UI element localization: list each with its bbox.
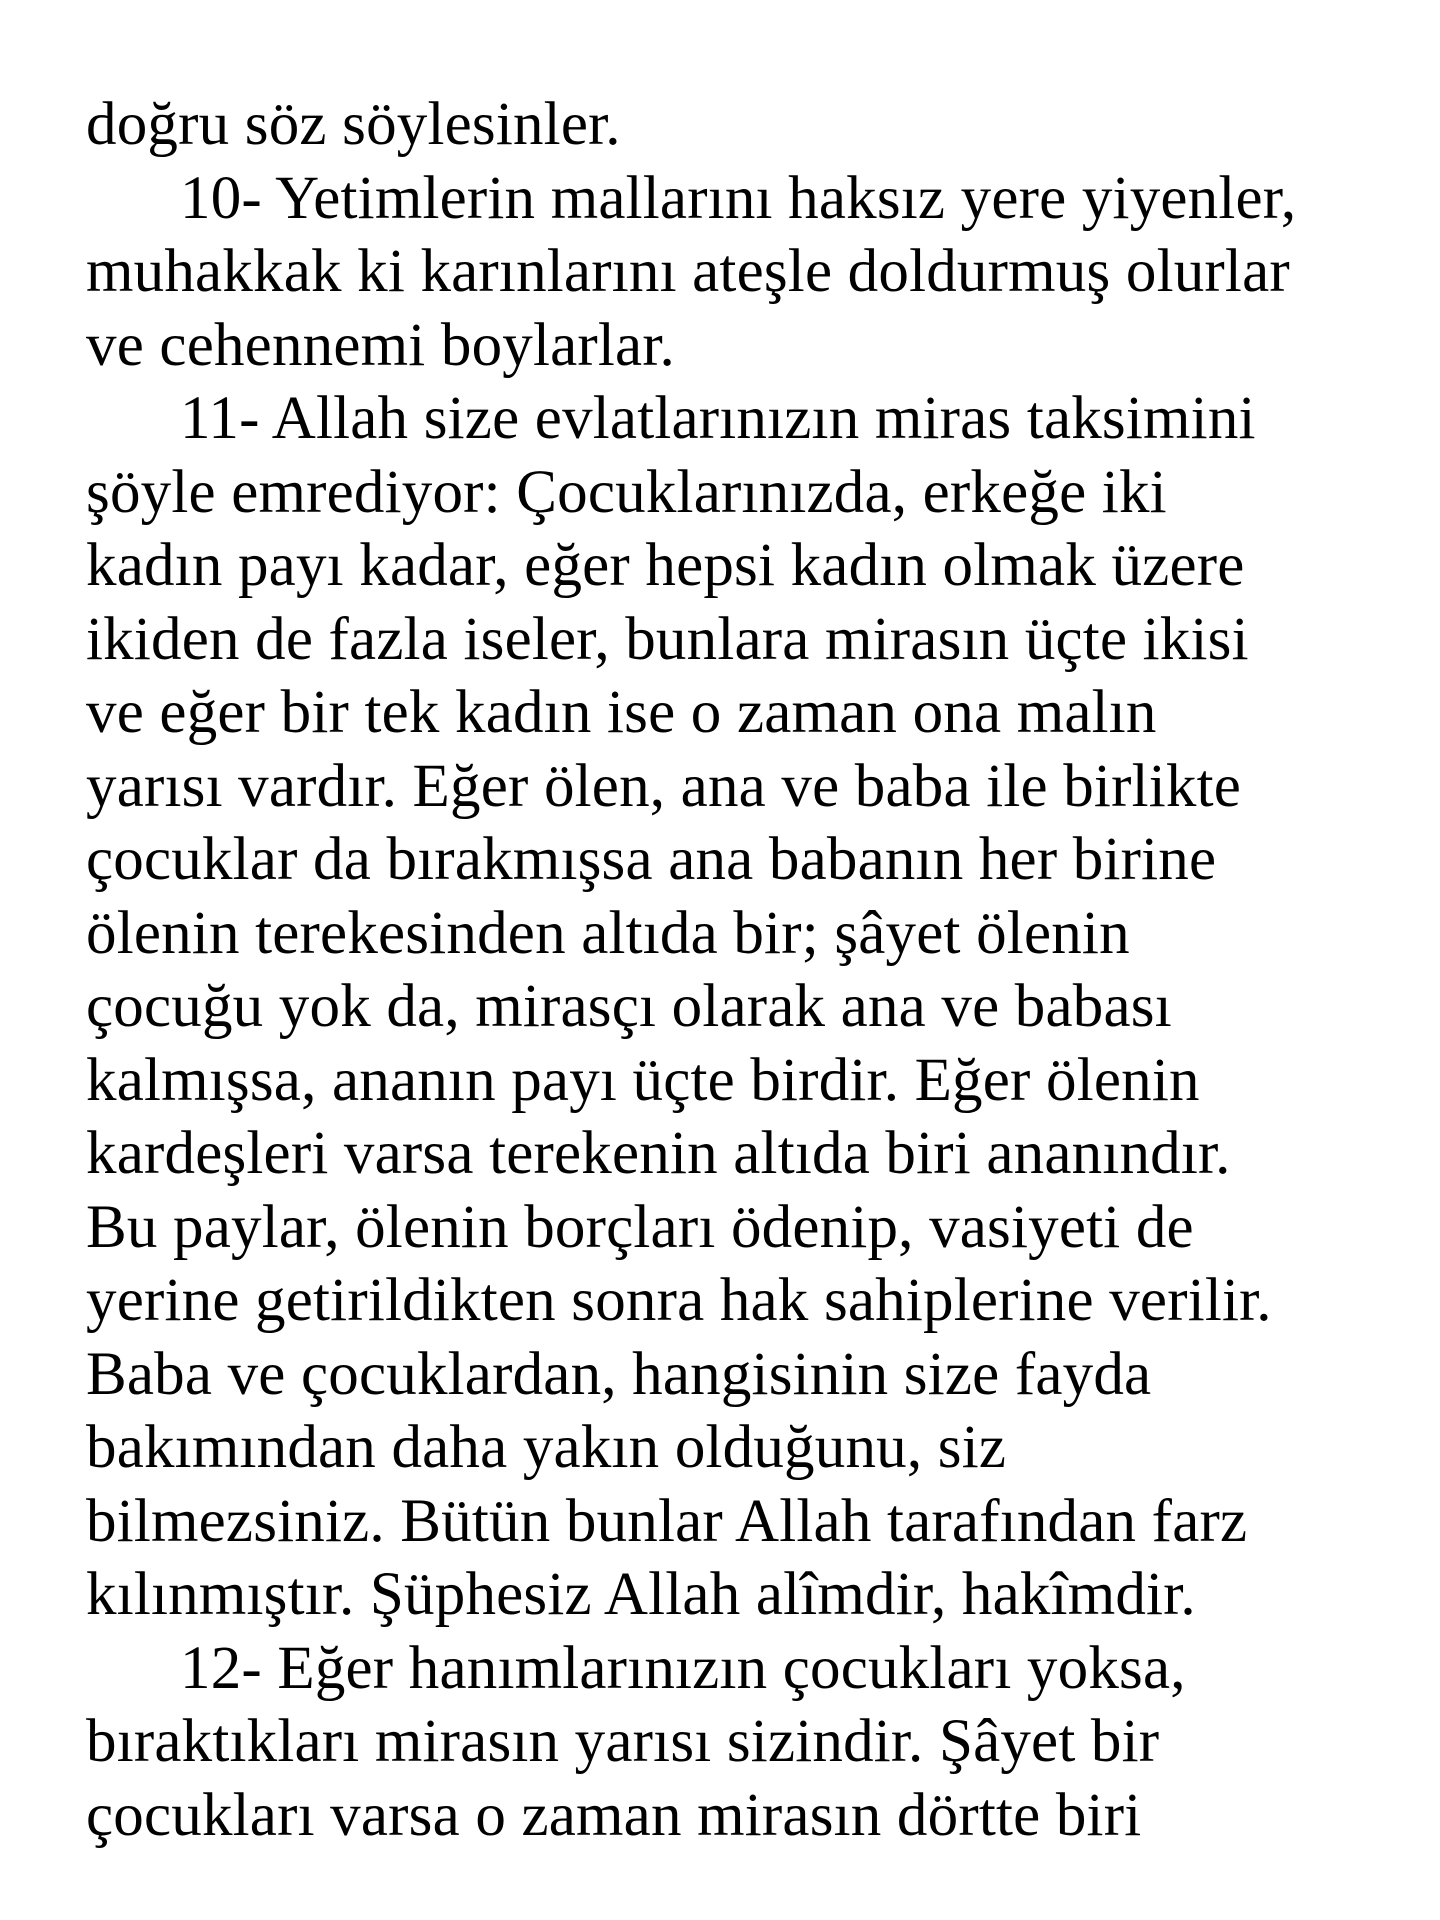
verse-first-line: 11- Allah size evlatlarınızın miras taksimini bbox=[180, 385, 1256, 452]
text-line: bakımından daha yakın olduğunu, siz bbox=[86, 1414, 1007, 1481]
text-line: çocuğu yok da, mirasçı olarak ana ve babası bbox=[86, 973, 1172, 1040]
text-line: muhakkak ki karınlarını ateşle doldurmuş olurlar bbox=[86, 238, 1290, 305]
text-line: bıraktıkları mirasın yarısı sizindir. Şâyet bir bbox=[86, 1708, 1160, 1775]
text-line: ve cehennemi boylarlar. bbox=[86, 311, 675, 379]
text-line: kadın payı kadar, eğer hepsi kadın olmak üzere bbox=[86, 532, 1245, 599]
text-line: Bu paylar, ölenin borçları ödenip, vasiyeti de bbox=[86, 1193, 1194, 1261]
text-line: yarısı vardır. Eğer ölen, ana ve baba ile birlikte bbox=[86, 752, 1242, 820]
text-line: ve eğer bir tek kadın ise o zaman ona malın bbox=[86, 679, 1157, 746]
text-line: doğru söz söylesinler. bbox=[86, 91, 621, 158]
text-line: yerine getirildikten sonra hak sahiplerine verilir. bbox=[86, 1267, 1272, 1334]
text-line: şöyle emrediyor: Çocuklarınızda, erkeğe iki bbox=[86, 458, 1167, 526]
text-line: Baba ve çocuklardan, hangisinin size fayda bbox=[86, 1340, 1152, 1408]
text-line: çocuklar da bırakmışsa ana babanın her birine bbox=[86, 826, 1217, 893]
text-line: ölenin terekesinden altıda bir; şâyet ölenin bbox=[86, 899, 1130, 967]
verse-first-line: 12- Eğer hanımlarınızın çocukları yoksa, bbox=[180, 1634, 1186, 1702]
verse-first-line: 10- Yetimlerin mallarını haksız yere yiyenler, bbox=[180, 164, 1297, 232]
text-body bbox=[86, 88, 1380, 1852]
text-line: bilmezsiniz. Bütün bunlar Allah tarafından farz bbox=[86, 1487, 1248, 1555]
text-line: kalmışsa, ananın payı üçte birdir. Eğer ölenin bbox=[86, 1046, 1200, 1114]
text-line: ikiden de fazla iseler, bunlara mirasın üçte ikisi bbox=[86, 605, 1249, 673]
text-line: kılınmıştır. Şüphesiz Allah alîmdir, hakîmdir. bbox=[86, 1561, 1196, 1628]
text-line: kardeşleri varsa terekenin altıda biri ananındır. bbox=[86, 1120, 1231, 1187]
text-line: çocukları varsa o zaman mirasın dörtte biri bbox=[86, 1781, 1142, 1849]
